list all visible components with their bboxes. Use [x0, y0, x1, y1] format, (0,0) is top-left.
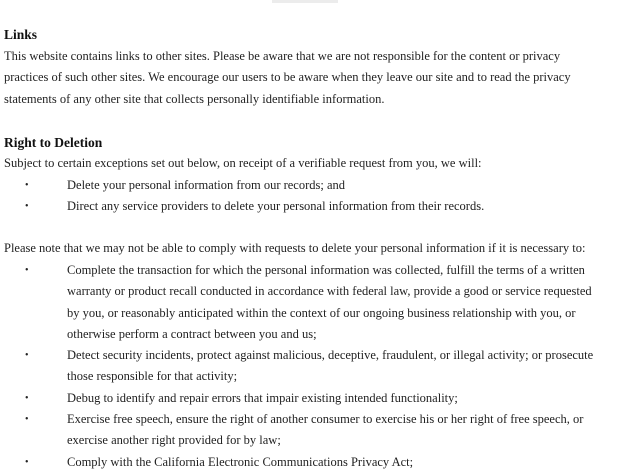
bullet-icon: •	[25, 392, 29, 404]
bullet-icon: •	[25, 350, 29, 362]
bullet-icon: •	[25, 180, 29, 191]
list-item-text: Debug to identify and repair errors that impair existing intended functionality;	[67, 390, 458, 405]
deletion-intro: Subject to certain exceptions set out below, on receipt of a verifiable request from you, we will:	[4, 156, 482, 170]
deletion-actions-list	[4, 175, 616, 218]
exceptions-list	[4, 260, 600, 473]
list-item-text: Direct any service providers to delete your personal information from their records.	[67, 199, 485, 214]
links-heading: Links	[4, 27, 38, 42]
bullet-icon: •	[25, 456, 29, 468]
top-tab-indicator	[272, 0, 338, 3]
list-item	[4, 260, 600, 345]
list-item	[4, 345, 600, 388]
links-paragraph: This website contains links to other sites. Please be aware that we are not responsible for the content or privacy practices of such other sites. We encourage our users to be aware when they leave our site and to read the privacy statements of any other site that collects personally identifiable information.	[4, 49, 571, 106]
bullet-icon: •	[25, 201, 29, 213]
list-item	[4, 175, 616, 196]
list-item-text: Complete the transaction for which the personal information was collected, fulfill the terms of a written warranty or product recall conducted in accordance with federal law, provide a good or service requested by you, or reasonably anticipated within the context of our ongoing business relationship with you, or otherwise perform a contract between you and us;	[67, 263, 592, 341]
list-item	[4, 388, 600, 409]
list-item-text: Comply with the California Electronic Communications Privacy Act;	[67, 454, 414, 469]
bullet-icon: •	[25, 414, 29, 426]
list-item	[4, 196, 616, 217]
list-item	[4, 409, 600, 452]
list-item-text: Detect security incidents, protect against malicious, deceptive, fraudulent, or illegal activity; or prosecute those responsible for that activity;	[67, 348, 594, 384]
deletion-heading: Right to Deletion	[4, 135, 103, 150]
bullet-icon: •	[25, 265, 29, 276]
exceptions-intro: Please note that we may not be able to comply with requests to delete your personal information if it is necessary to:	[4, 241, 586, 255]
list-item	[4, 452, 600, 473]
list-item-text: Delete your personal information from our records; and	[67, 178, 346, 192]
list-item-text: Exercise free speech, ensure the right of another consumer to exercise his or her right of free speech, or exercise another right provided for by law;	[67, 412, 584, 448]
